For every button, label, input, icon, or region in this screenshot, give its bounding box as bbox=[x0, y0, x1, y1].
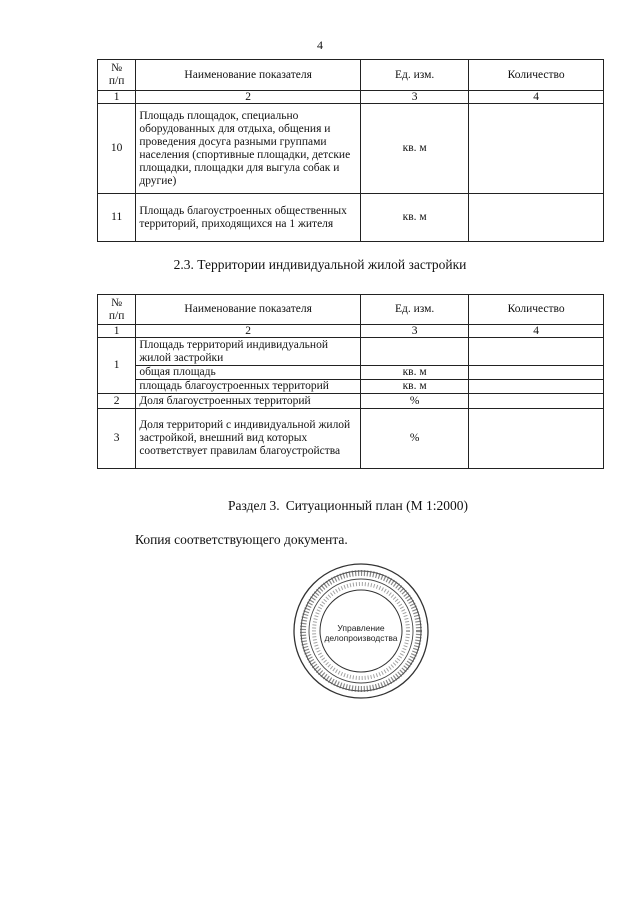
col-num-4: 4 bbox=[469, 325, 604, 338]
col-num-1: 1 bbox=[98, 91, 136, 104]
header-unit: Ед. изм. bbox=[360, 60, 468, 91]
table-subrow bbox=[98, 366, 604, 380]
indicators-table-1 bbox=[97, 59, 604, 242]
row-qty bbox=[469, 409, 604, 469]
col-num-3: 3 bbox=[360, 91, 468, 104]
subrow-qty bbox=[469, 366, 604, 380]
col-num-2: 2 bbox=[136, 325, 361, 338]
row-unit: % bbox=[360, 409, 468, 469]
header-name: Наименование показателя bbox=[136, 60, 361, 91]
row-num: 10 bbox=[98, 104, 136, 194]
section-2-3-title: 2.3. Территории индивидуальной жилой застройки bbox=[173, 257, 467, 272]
table-row bbox=[98, 194, 604, 242]
header-num: № п/п bbox=[98, 60, 136, 91]
row-unit: % bbox=[360, 394, 468, 409]
copy-note: Копия соответствующего документа. bbox=[135, 532, 348, 547]
subrow-name: общая площадь bbox=[136, 366, 361, 380]
column-number-row bbox=[98, 325, 604, 338]
page-number: 4 bbox=[317, 38, 323, 52]
col-num-3: 3 bbox=[360, 325, 468, 338]
row-num: 1 bbox=[98, 338, 136, 394]
seal-stamp bbox=[291, 561, 431, 701]
row-name: Площадь благоустроенных общественных территорий, приходящихся на 1 жителя bbox=[136, 194, 361, 242]
table-header-row bbox=[98, 60, 604, 91]
row-qty bbox=[469, 394, 604, 409]
table-row bbox=[98, 104, 604, 194]
row-qty bbox=[469, 194, 604, 242]
row-unit bbox=[360, 338, 468, 366]
row-qty bbox=[469, 104, 604, 194]
header-name: Наименование показателя bbox=[136, 295, 361, 325]
subrow-qty bbox=[469, 380, 604, 394]
subrow-name: площадь благоустроенных территорий bbox=[136, 380, 361, 394]
row-qty bbox=[469, 338, 604, 366]
header-qty: Количество bbox=[469, 295, 604, 325]
table-subrow bbox=[98, 380, 604, 394]
row-unit: кв. м bbox=[360, 194, 468, 242]
section-3-title: Ситуационный план (М 1:2000) bbox=[285, 498, 468, 513]
section-3-label: Раздел 3. bbox=[228, 498, 280, 513]
col-num-1: 1 bbox=[98, 325, 136, 338]
row-num: 11 bbox=[98, 194, 136, 242]
row-unit: кв. м bbox=[360, 104, 468, 194]
stamp-line-1: Управление bbox=[337, 623, 385, 633]
subrow-unit: кв. м bbox=[360, 366, 468, 380]
section-3-heading bbox=[228, 498, 468, 514]
col-num-2: 2 bbox=[136, 91, 361, 104]
table-row bbox=[98, 409, 604, 469]
row-name: Доля благоустроенных территорий bbox=[136, 394, 361, 409]
col-num-4: 4 bbox=[469, 91, 604, 104]
table-header-row bbox=[98, 295, 604, 325]
row-name: Доля территорий с индивидуальной жилой застройкой, внешний вид которых соответствует правилам благоустройства bbox=[136, 409, 361, 469]
table-row bbox=[98, 338, 604, 366]
header-qty: Количество bbox=[469, 60, 604, 91]
row-name: Площадь территорий индивидуальной жилой застройки bbox=[136, 338, 361, 366]
column-number-row bbox=[98, 91, 604, 104]
table-row bbox=[98, 394, 604, 409]
header-num: № п/п bbox=[98, 295, 136, 325]
header-unit: Ед. изм. bbox=[360, 295, 468, 325]
subrow-unit: кв. м bbox=[360, 380, 468, 394]
stamp-line-2: делопроизводства bbox=[324, 633, 398, 643]
indicators-table-2 bbox=[97, 294, 604, 469]
row-num: 3 bbox=[98, 409, 136, 469]
row-name: Площадь площадок, специально оборудованных для отдыха, общения и проведения досуга разными группами населения (спортивные площадки, детские площадки, площадки для выгула собак и другие) bbox=[136, 104, 361, 194]
row-num: 2 bbox=[98, 394, 136, 409]
